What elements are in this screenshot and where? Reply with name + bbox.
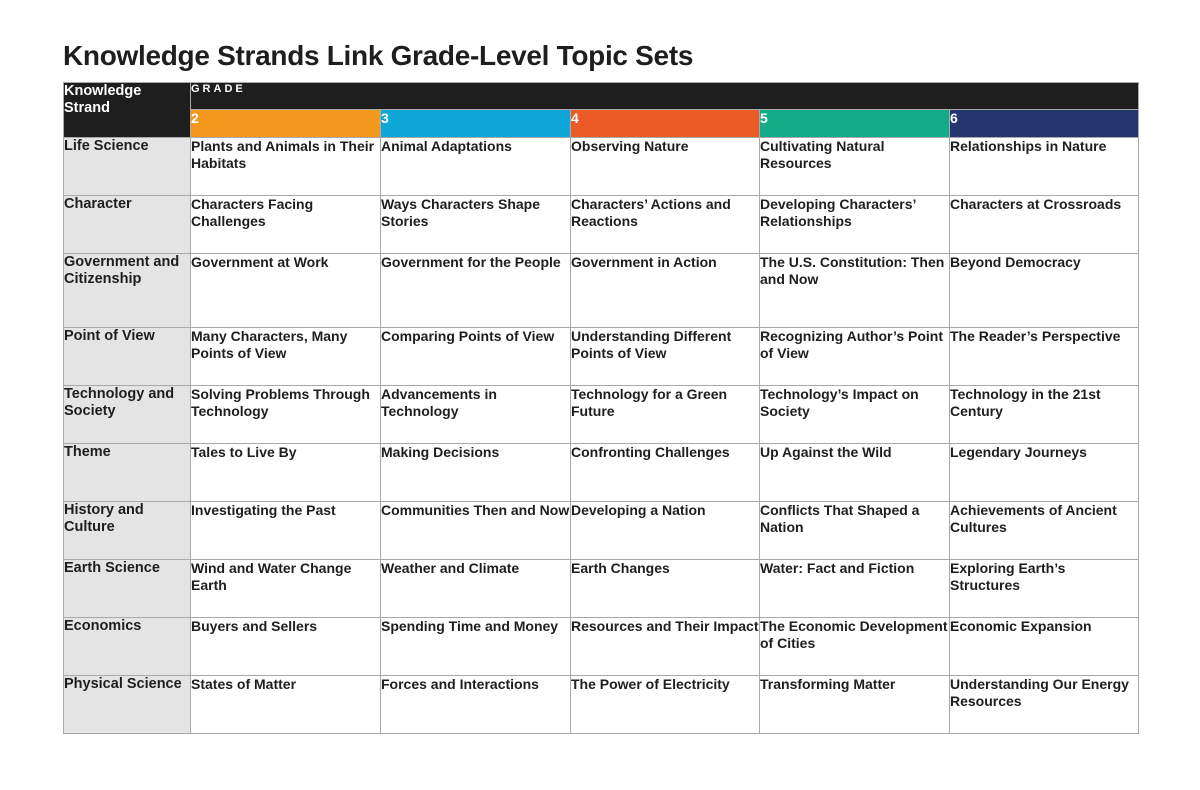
topic-cell: Resources and Their Impact: [571, 618, 760, 676]
topic-cell: Government in Action: [571, 254, 760, 328]
topic-cell: Investigating the Past: [191, 502, 381, 560]
page-title: Knowledge Strands Link Grade-Level Topic Sets: [63, 40, 694, 71]
topic-cell: Earth Changes: [571, 560, 760, 618]
topic-cell: Developing a Nation: [571, 502, 760, 560]
grade-2-header: 2: [191, 110, 381, 138]
strand-label: Theme: [64, 444, 191, 502]
topic-cell: Achievements of Ancient Cultures: [950, 502, 1139, 560]
topic-cell: Solving Problems Through Technology: [191, 386, 381, 444]
topic-table: [63, 82, 1139, 734]
topic-cell: Technology’s Impact on Society: [760, 386, 950, 444]
topic-cell: Animal Adaptations: [381, 138, 571, 196]
topic-cell: Tales to Live By: [191, 444, 381, 502]
grade-header: GRADE: [191, 83, 1139, 110]
strand-label: Point of View: [64, 328, 191, 386]
topic-cell: Transforming Matter: [760, 676, 950, 734]
topic-cell: Government at Work: [191, 254, 381, 328]
topic-cell: Developing Characters’ Relationships: [760, 196, 950, 254]
topic-cell: Recognizing Author’s Point of View: [760, 328, 950, 386]
table-row: [64, 618, 1139, 676]
grade-4-header: 4: [571, 110, 760, 138]
topic-cell: Characters at Crossroads: [950, 196, 1139, 254]
table-row: [64, 138, 1139, 196]
topic-cell: Confronting Challenges: [571, 444, 760, 502]
strand-label: Physical Science: [64, 676, 191, 734]
topic-cell: Technology in the 21st Century: [950, 386, 1139, 444]
strand-label: Government and Citizenship: [64, 254, 191, 328]
topic-cell: States of Matter: [191, 676, 381, 734]
topic-cell: Characters Facing Challenges: [191, 196, 381, 254]
topic-cell: Cultivating Natural Resources: [760, 138, 950, 196]
topic-cell: Technology for a Green Future: [571, 386, 760, 444]
topic-cell: Beyond Democracy: [950, 254, 1139, 328]
topic-cell: The U.S. Constitution: Then and Now: [760, 254, 950, 328]
topic-cell: Economic Expansion: [950, 618, 1139, 676]
topic-cell: Buyers and Sellers: [191, 618, 381, 676]
topic-cell: Spending Time and Money: [381, 618, 571, 676]
strand-label: History and Culture: [64, 502, 191, 560]
table-row: [64, 502, 1139, 560]
topic-cell: Ways Characters Shape Stories: [381, 196, 571, 254]
topic-cell: Weather and Climate: [381, 560, 571, 618]
topic-cell: Up Against the Wild: [760, 444, 950, 502]
topic-cell: Communities Then and Now: [381, 502, 571, 560]
strand-label: Technology and Society: [64, 386, 191, 444]
topic-cell: Understanding Our Energy Resources: [950, 676, 1139, 734]
topic-cell: The Reader’s Perspective: [950, 328, 1139, 386]
topic-cell: Comparing Points of View: [381, 328, 571, 386]
strand-label: Earth Science: [64, 560, 191, 618]
table-row: [64, 676, 1139, 734]
topic-cell: Observing Nature: [571, 138, 760, 196]
topic-cell: Wind and Water Change Earth: [191, 560, 381, 618]
topic-cell: Advancements in Technology: [381, 386, 571, 444]
strand-label: Life Science: [64, 138, 191, 196]
topic-cell: Conflicts That Shaped a Nation: [760, 502, 950, 560]
knowledge-strand-header: Knowledge Strand: [64, 83, 191, 138]
topic-cell: The Economic Development of Cities: [760, 618, 950, 676]
topic-cell: Government for the People: [381, 254, 571, 328]
table-row: [64, 386, 1139, 444]
topic-cell: Relationships in Nature: [950, 138, 1139, 196]
topic-cell: Understanding Different Points of View: [571, 328, 760, 386]
table-row: [64, 196, 1139, 254]
table-row: [64, 328, 1139, 386]
topic-cell: Plants and Animals in Their Habitats: [191, 138, 381, 196]
topic-cell: Exploring Earth’s Structures: [950, 560, 1139, 618]
topic-cell: The Power of Electricity: [571, 676, 760, 734]
topic-cell: Water: Fact and Fiction: [760, 560, 950, 618]
topic-cell: Forces and Interactions: [381, 676, 571, 734]
topic-cell: Many Characters, Many Points of View: [191, 328, 381, 386]
topic-cell: Characters’ Actions and Reactions: [571, 196, 760, 254]
grade-6-header: 6: [950, 110, 1139, 138]
topic-cell: Legendary Journeys: [950, 444, 1139, 502]
strand-label: Economics: [64, 618, 191, 676]
topic-cell: Making Decisions: [381, 444, 571, 502]
table-row: [64, 254, 1139, 328]
table-row: [64, 444, 1139, 502]
grade-3-header: 3: [381, 110, 571, 138]
grade-5-header: 5: [760, 110, 950, 138]
table-row: [64, 560, 1139, 618]
strand-label: Character: [64, 196, 191, 254]
